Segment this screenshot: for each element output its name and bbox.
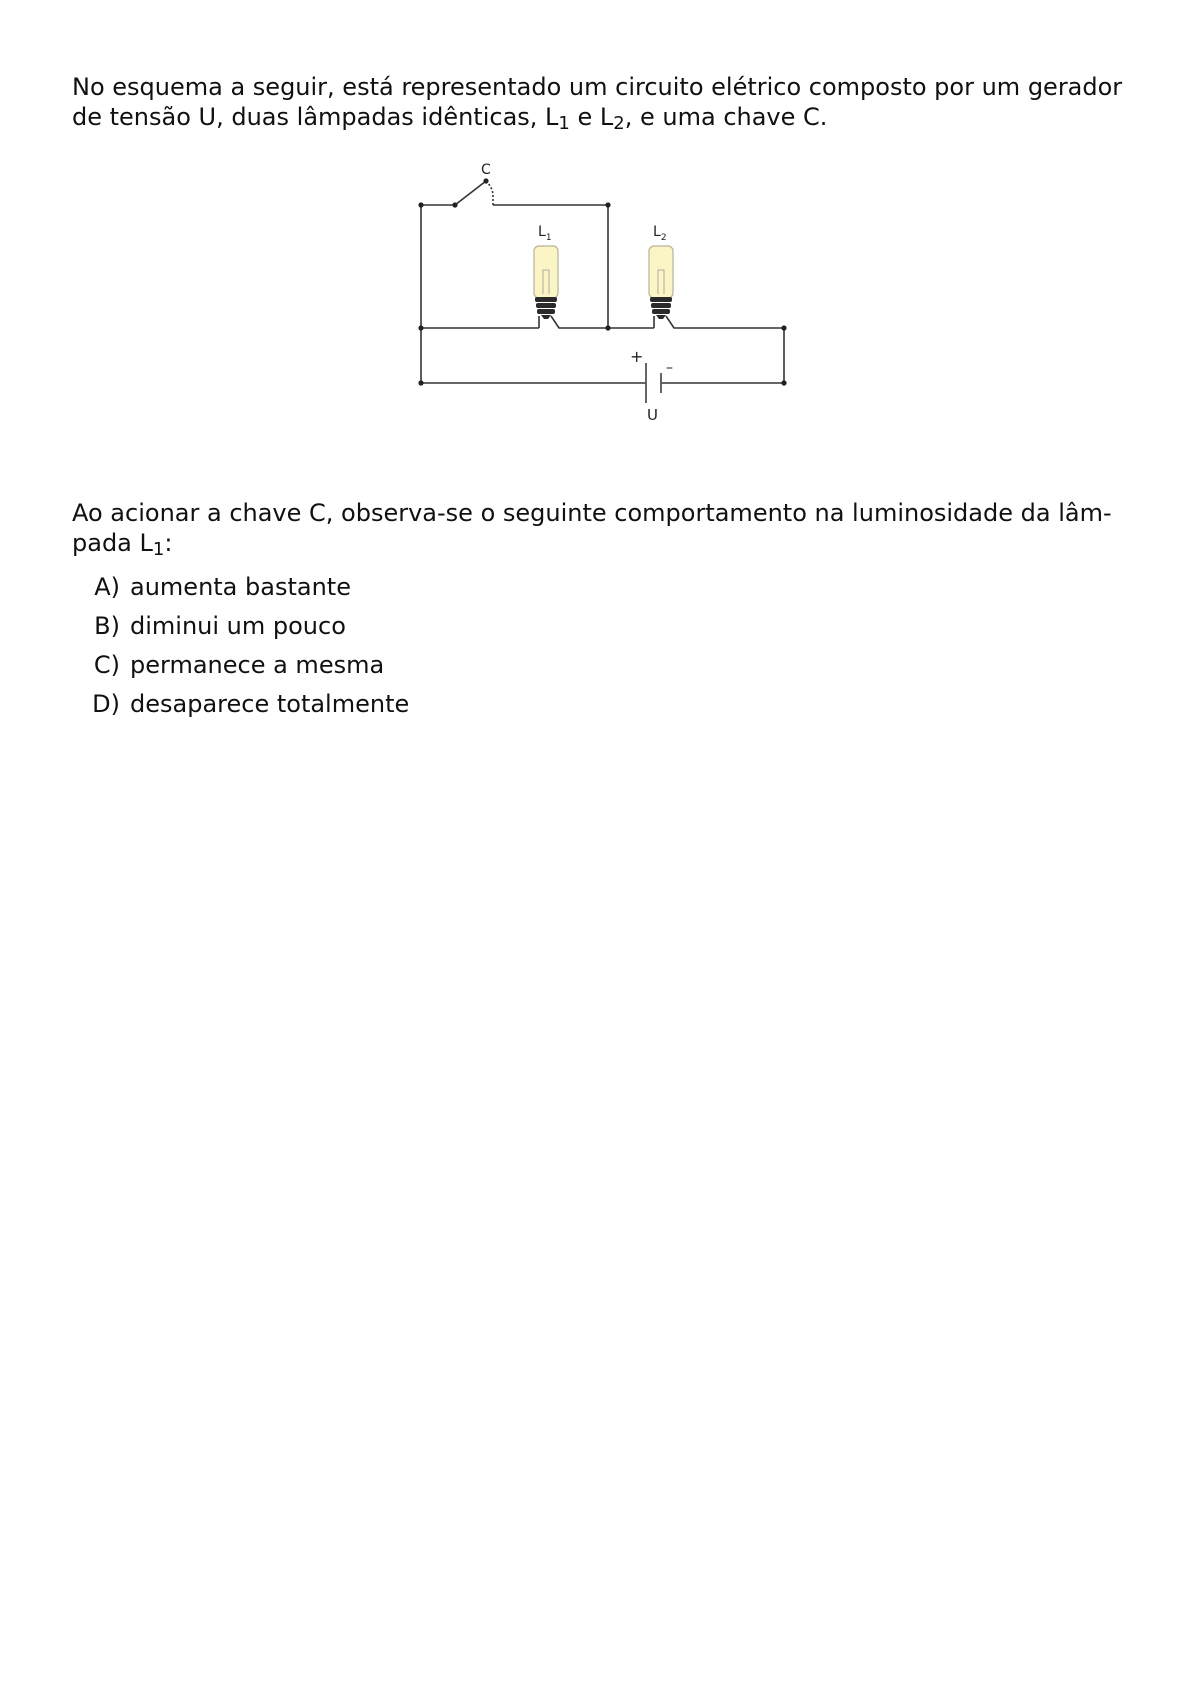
option-d[interactable] bbox=[72, 689, 1132, 719]
intro-subscript-1: 1 bbox=[558, 113, 570, 134]
question-subscript: 1 bbox=[152, 539, 165, 560]
question-text-2: : bbox=[164, 529, 173, 557]
node bbox=[452, 202, 457, 207]
lamp2 bbox=[649, 224, 673, 319]
intro-subscript-2: 2 bbox=[613, 113, 625, 134]
node bbox=[483, 178, 488, 183]
option-letter: D) bbox=[92, 690, 120, 718]
node bbox=[418, 202, 423, 207]
battery-label: U bbox=[647, 406, 658, 424]
lamp1-label: $L_1$ bbox=[538, 224, 552, 243]
option-text: desaparece totalmente bbox=[130, 690, 410, 718]
switch-lever bbox=[455, 181, 486, 205]
page bbox=[72, 72, 1132, 728]
circuit-figure bbox=[72, 160, 1132, 470]
battery-minus: – bbox=[666, 360, 673, 376]
answer-options bbox=[72, 572, 1132, 719]
lamp2-lead-right bbox=[666, 316, 784, 328]
node bbox=[605, 325, 610, 330]
circuit-wires bbox=[421, 181, 784, 383]
node bbox=[418, 380, 423, 385]
intro-text-2: e L bbox=[569, 103, 614, 131]
option-text: aumenta bastante bbox=[130, 573, 351, 601]
option-text: permanece a mesma bbox=[130, 651, 385, 679]
node bbox=[605, 202, 610, 207]
lamp1 bbox=[534, 224, 558, 319]
option-a[interactable] bbox=[72, 572, 1132, 602]
node bbox=[781, 380, 786, 385]
lamp2-glass bbox=[649, 246, 673, 298]
option-letter: C) bbox=[93, 651, 120, 679]
lamp1-lead-right bbox=[551, 316, 608, 328]
battery bbox=[630, 347, 673, 424]
option-letter: A) bbox=[94, 573, 120, 601]
question-text-1: Ao acionar a chave C, observa-se o seguinte comportamento na luminosidade da lâm-pada L bbox=[72, 499, 1112, 557]
node bbox=[781, 325, 786, 330]
switch-gap bbox=[486, 181, 493, 205]
intro-text-3: , e uma chave C. bbox=[624, 103, 828, 131]
intro-text-1: No esquema a seguir, está representado um circuito elétrico composto por um gerador de tensão U, duas lâmpadas idênticas, L bbox=[72, 73, 1123, 131]
circuit-diagram bbox=[410, 160, 800, 460]
question-paragraph bbox=[72, 498, 1132, 558]
lamp2-label: $L_2$ bbox=[653, 224, 667, 243]
intro-paragraph bbox=[72, 72, 1132, 132]
circuit-nodes bbox=[418, 178, 786, 385]
option-letter: B) bbox=[94, 612, 120, 640]
battery-plus: + bbox=[630, 347, 644, 366]
option-b[interactable] bbox=[72, 611, 1132, 641]
node bbox=[418, 325, 423, 330]
lamp1-base bbox=[535, 297, 557, 319]
option-text: diminui um pouco bbox=[130, 612, 346, 640]
lamp1-glass bbox=[534, 246, 558, 298]
switch-label: C bbox=[481, 162, 491, 178]
option-c[interactable] bbox=[72, 650, 1132, 680]
lamp2-base bbox=[650, 297, 672, 319]
